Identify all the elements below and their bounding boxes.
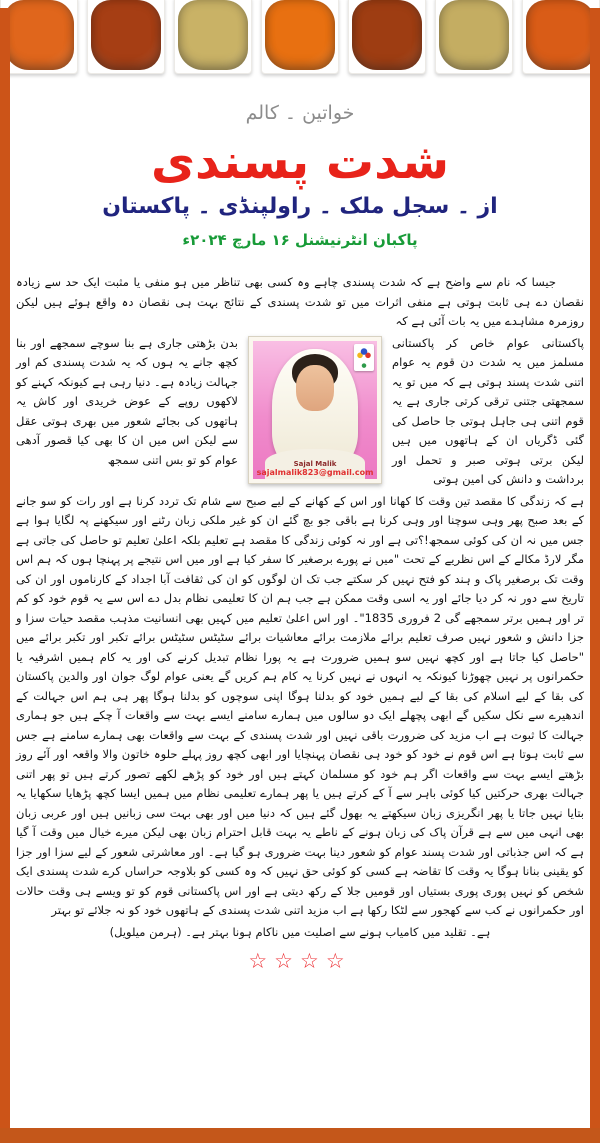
photo-logo-badge: [354, 344, 374, 371]
face-shape: [296, 365, 334, 411]
spice-powder: [265, 0, 335, 70]
spice-tray: [87, 0, 165, 74]
article-text-right-of-photo: پاکستانی عوام خاص کر پاکستانی مسلمز میں یہ شدت دن قوم یہ عوام اتنی شدت پسند ہوتی ہے کہ میں تو یہ سمجھتی جتنی ترقی کرتی جاری ہے یہ قوم اتنی ہی جاہل ہوتی جا حاصل کی گئی ڈگریاں ان کے ہاتھوں میں ہیں لیکن برتی ہوتی صبر و تحمل اور برداشت و دانش کی امین ہوتی: [392, 335, 584, 486]
spice-tray: [174, 0, 252, 74]
spice-tray: [435, 0, 513, 74]
spice-powder: [178, 0, 248, 70]
photo-caption: [253, 460, 377, 478]
spice-powder: [4, 0, 74, 70]
spice-tray: [0, 0, 78, 74]
spice-banner-image: [0, 0, 600, 88]
page-title: شدت پسندی: [150, 134, 450, 190]
right-border: [590, 8, 600, 1143]
bottom-border: [0, 1128, 600, 1143]
article-body: [16, 273, 584, 972]
publication-date: پاکبان انٹرنیشنل ۱۶ مارچ ۲۰۲۴ء: [182, 231, 418, 249]
article-intro-paragraph: جیسا کہ نام سے واضح ہے کہ شدت پسندی چاہے وہ کسی بھی تناظر میں ہو منفی یا مثبت ایک حد سے زیادہ نقصان دے ہی ثابت ہوتی ہے منفی اثرات میں تو شدت پسندی کے نتائج بہت ہی نقصان دہ واقع ہوئے ہیں لیکن روزمرہ مشاہدے میں یہ بات آئی ہے کہ: [16, 275, 584, 328]
spice-tray: [522, 0, 600, 74]
category-label: خواتین ۔ کالم: [245, 102, 355, 124]
spice-powder: [526, 0, 596, 70]
author-photo: [248, 336, 382, 484]
page-content: [10, 88, 590, 1128]
author-photo-image: [253, 341, 377, 479]
rating-stars: ☆☆☆☆: [248, 949, 352, 973]
article-main-paragraph: ہے کہ زندگی کا مقصد تین وقت کا کھانا اور اس کے کھانے کے لیے صبح سے شام تک تردد کرنا ہے اور رات کو سو جانے کے بعد صبح پھر وہی سوچنا اور وہی کرنا ہے باقی جو بچ گئے ان کو غیر ملکی زبان رٹنے اور سیکھنے پہ لگایا ہوا ہے جس میں نہ ان کی کوئی سمجھ!؟تی ہے اور نہ کوئی زندگی کا مقصد ہے تعلیم بلکہ اعلیٰ تعلیم تو حاصل کی جاتی ہے مگر لارڈ مکالے کے اس نظریے کے تحت "میں نے پورے برصغیر کا سفر کیا ہے اور میں اس نتیجے پر پہنچا ہوں کہ ہم اس وقت تک برصغیر پاک و ہند کو فتح نہیں کر سکتے جب تک ان لوگوں کو ان کی ثقافت آبا اجداد کے کارناموں اور ان کی تاریخ سے دور نہ کر دیا جائے اور یہ اسی وقت ممکن ہے جب ہم ان کا تعلیمی نظام بدل دے اس سے یہ قوم خود کو کم تر اور ہمیں برتر سمجھے گی 2 فروری 1835"۔ اور اس اعلیٰ تعلیم میں کہیں بھی انسانیت مذہب مقصد حیات سزا و جزا دانش و شعور نہیں صرف تعلیم برائے ملازمت برائے معاشیات برائے سٹیٹس سٹیٹس برائے تکبر اور تکبر برائے میں "حاصل کیا جاتا ہے اور کچھ نہیں سو ہمیں ضرورت ہے یہ پورا نظام تبدیل کرنے کی اور یہ کام ہمیں اشرفیہ یا حکمرانوں پر نہیں چھوڑنا کیونکہ یہ انہوں نے نہیں کرنا یہ کام ہم کریں گے یعنی عوام لوگ جوان اور والدین پاکستان کی بقا کے لیے اسلام کی بقا کے لیے ہمیں خود کو بدلنا ہوگا اپنی سوچوں کو بدلنا ہوگا پھر ہی ہم اس جہالت کے اندھیرے سے نکل سکیں گے ابھی پچھلے ایک دو سالوں میں ہمارے سامنے ایسے بہت سے واقعات آ چکے ہیں جو ہماری جہالت کا ثبوت ہے اب مزید کی ضرورت باقی نہیں اور شدت پسندی کے بہت سے واقعات بھی ہمارے سامنے ہے جس سے ثابت ہوتا ہے اس قوم نے خود کو خود ہی نقصان پہنچایا اور ابھی کچھ روز پہلے حلوہ خاتون والا واقعہ اور آئے روز بڑھتے ایسے بہت سے واقعات اگر ہم خود کو مسلمان کہتے ہیں اور خود کو پڑھے لکھے تصور کرتے ہیں تو پھر اتنی جہالت بھری حرکتیں کیا کوئی باہر سے آ کے کرتے ہیں یا پھر ہمارے تعلیمی نظام میں ہمیں ایسا کچھ پڑھایا سکھایا یہ بتایا نہیں جاتا یا پھر انگریزی زبان سیکھتے یہ بھول گئے ہیں کہ دنیا میں اور بھی بہت سی زبانیں ہیں اور عربی زبان بھی انہی میں سے ہے قرآن پاک کی زبان ہونے کے ناطے یہ بہت قابل احترام زبان بھی لیکن میرے خیال میں وقت آ گیا ہے کہ اس جذباتی اور شدت پسند عوام کو شعور دینا بہت ضروری ہو گیا ہے۔ اور معاشرتی شعور کے لیے سزا اور جزا کو یقینی بنانا ہوگا یہ وقت کا تقاضہ ہے کسی کو کوئی حق نہیں کہ وہ کسی کو بلاوجہ حراساں کرے شدت پسندی ایک شخص کو نہیں پوری پوری بستیاں اور قومیں جلا کے رکھ دیتی ہے اور اس پاکستانی قوم کو تو ویسے ہی وقت حالات اور حکمرانوں نے کب سے کھجور سے لٹکا رکھا ہے اب مزید اتنی شدت پسندی کے ہاتھوں خود کو نہ جلائے تو بہتر: [16, 493, 584, 917]
spice-powder: [91, 0, 161, 70]
spice-powder: [439, 0, 509, 70]
article-text-left-of-photo: بدن بڑھتی جاری ہے بنا سوچے سمجھے اور بنا کچھ جانے یہ ہوں کہ یہ شدت پسندی کم اور جہالت زیادہ ہے۔ دنیا رہی ہے کیونکہ کہنے کو لاکھوں روپے کے عوض خریدی اور کاش یہ ہاتھوں کی بجائے شعور میں بھری ہوتی عقل سے لیکن اس میں ان کا بھی کیا قصور آدھی عوام کو تو بس اتنی سمجھ: [16, 335, 238, 467]
photo-wrap-band: [16, 334, 584, 490]
photo-caption-email: sajalmalik823@gmail.com: [256, 467, 374, 477]
left-border: [0, 8, 10, 1143]
photo-caption-name: Sajal Malik: [293, 459, 337, 468]
spice-tray: [261, 0, 339, 74]
article-closing-quote: ہے۔ تقلید میں کامیاب ہونے سے اصلیت میں ناکام ہونا بہتر ہے۔ (ہرمن میلویل): [109, 924, 491, 939]
spice-tray: [348, 0, 426, 74]
byline: از ۔ سجل ملک ۔ راولپنڈی ۔ پاکستان: [102, 194, 498, 219]
spice-powder: [352, 0, 422, 70]
